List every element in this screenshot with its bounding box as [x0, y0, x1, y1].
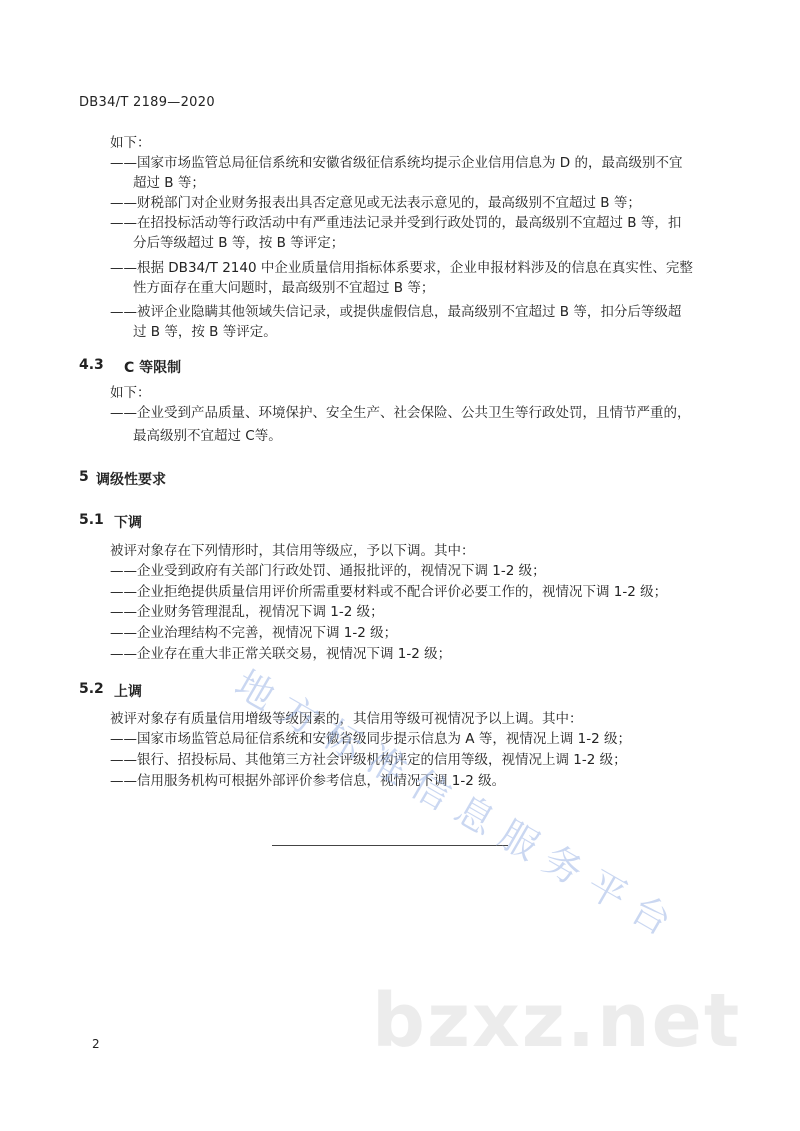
standard-code-header: DB34/T 2189—2020: [79, 95, 215, 110]
watermark-char: 信: [403, 761, 459, 819]
body-line: ——信用服务机构可根据外部评价参考信息，视情况下调 1-2 级。: [110, 773, 506, 789]
body-line: 超过 B 等；: [133, 175, 205, 191]
watermark-char: 服: [491, 811, 547, 869]
body-line: ——财税部门对企业财务报表出具否定意见或无法表示意见的，最高级别不宜超过 B 等；: [110, 195, 641, 211]
body-line: 被评对象存在下列情形时，其信用等级应，予以下调。其中：: [110, 543, 475, 559]
body-line: ——企业受到产品质量、环境保护、安全生产、社会保险、公共卫生等行政处罚，且情节严重的，: [110, 405, 691, 421]
section-title: C 等限制: [124, 360, 182, 376]
body-line: ——国家市场监管总局征信系统和安徽省级征信系统均提示企业信用信息为 D 的，最高级别不宜: [110, 155, 683, 171]
watermark-char: 务: [535, 836, 591, 894]
body-line: ——企业拒绝提供质量信用评价所需重要材料或不配合评价必要工作的，视情况下调 1-2 级；: [110, 584, 668, 600]
watermark-char: 息: [447, 786, 503, 844]
body-line: ——企业财务管理混乱，视情况下调 1-2 级；: [110, 604, 384, 620]
body-line: 如下：: [110, 385, 151, 401]
body-line: 性方面存在重大问题时，最高级别不宜超过 B 等；: [133, 280, 435, 296]
watermark-char: 标: [315, 711, 371, 769]
section-title: 下调: [114, 515, 142, 531]
body-line: ——企业治理结构不完善，视情况下调 1-2 级；: [110, 625, 398, 641]
body-line: 最高级别不宜超过 C等。: [133, 428, 282, 444]
watermark-char: 地: [227, 661, 283, 719]
body-line: 如下：: [110, 135, 151, 151]
section-title: 调级性要求: [96, 472, 166, 488]
body-line: ——被评企业隐瞒其他领域失信记录，或提供虚假信息，最高级别不宜超过 B 等，扣分后等级超: [110, 304, 682, 320]
body-line: ——国家市场监管总局征信系统和安徽省级同步提示信息为 A 等，视情况上调 1-2 级；: [110, 731, 631, 747]
watermark-char: 方: [271, 686, 327, 744]
body-line: ——在招投标活动等行政活动中有严重违法记录并受到行政处罚的，最高级别不宜超过 B 等，扣: [110, 215, 682, 231]
body-line: ——银行、招投标局、其他第三方社会评级机构评定的信用等级，视情况上调 1-2 级；: [110, 752, 627, 768]
body-line: ——企业受到政府有关部门行政处罚、通报批评的，视情况下调 1-2 级；: [110, 563, 546, 579]
watermark-char: 台: [623, 886, 679, 944]
body-line: 分后等级超过 B 等，按 B 等评定；: [133, 235, 345, 251]
section-number: 5.2: [79, 681, 104, 697]
watermark-char: 平: [579, 861, 635, 919]
section-number: 5: [79, 469, 89, 485]
watermark-char: 准: [359, 736, 415, 794]
page-number: 2: [92, 1037, 100, 1051]
body-line: ——企业存在重大非正常关联交易，视情况下调 1-2 级；: [110, 646, 452, 662]
body-line: ——根据 DB34/T 2140 中企业质量信用指标体系要求，企业申报材料涉及的信息在真实性、完整: [110, 260, 693, 276]
body-line: 被评对象存有质量信用增级等级因素的，其信用等级可视情况予以上调。其中：: [110, 711, 583, 727]
section-number: 4.3: [79, 357, 104, 373]
body-line: 过 B 等，按 B 等评定。: [133, 324, 277, 340]
section-title: 上调: [114, 684, 142, 700]
section-number: 5.1: [79, 512, 104, 528]
site-watermark: bzxz.net: [372, 978, 742, 1064]
